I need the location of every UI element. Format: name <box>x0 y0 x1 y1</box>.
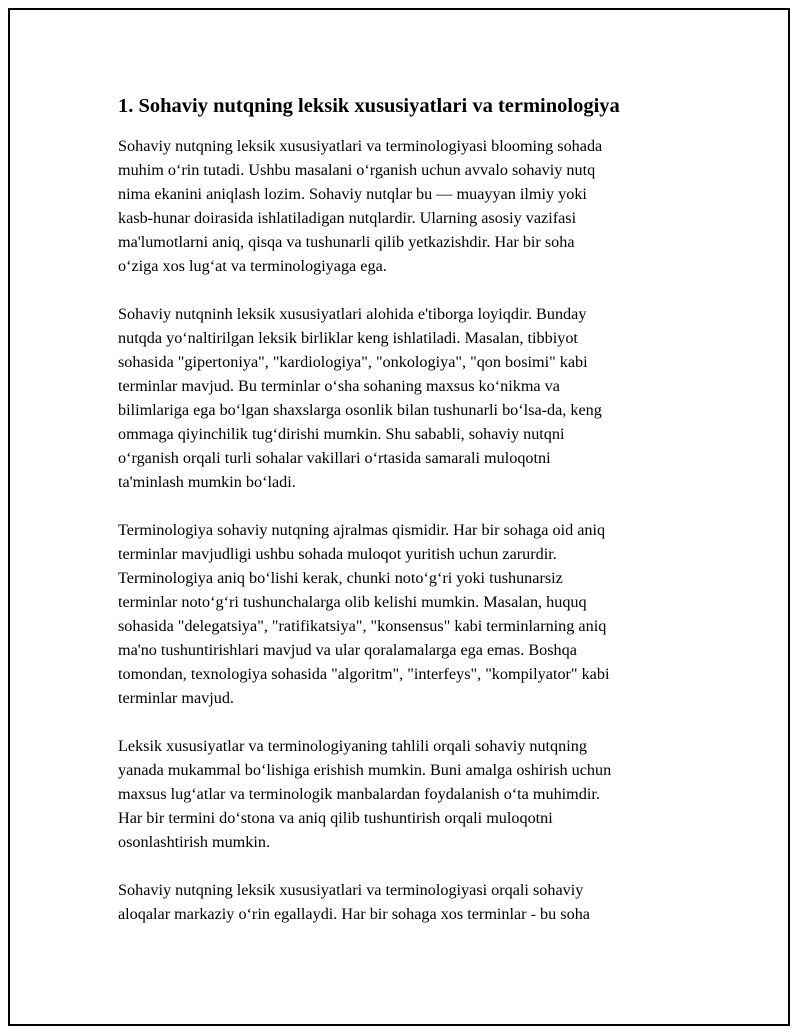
paragraph-4 <box>118 734 698 854</box>
text-line: aloqalar markaziy o‘rin egallaydi. Har bir sohaga xos terminlar - bu soha <box>118 905 590 923</box>
text-line: Terminologiya sohaviy nutqning ajralmas qismidir. Har bir sohaga oid aniq <box>118 521 606 539</box>
text-line: terminlar mavjud. <box>118 689 234 707</box>
text-line: o‘rganish orqali turli sohalar vakillari o‘rtasida samarali muloqotni <box>118 449 551 467</box>
paragraph-5 <box>118 878 698 926</box>
text-line: Leksik xususiyatlar va terminologiyaning tahlili orqali sohaviy nutqning <box>118 737 587 755</box>
text-line: yanada mukammal bo‘lishiga erishish mumkin. Buni amalga oshirish uchun <box>118 761 612 779</box>
text-line: muhim o‘rin tutadi. Ushbu masalani o‘rganish uchun avvalo sohaviy nutq <box>118 161 596 179</box>
text-line: nutqda yo‘naltirilgan leksik birliklar keng ishlatiladi. Masalan, tibbiyot <box>118 329 578 347</box>
text-line: Sohaviy nutqninh leksik xususiyatlari alohida e'tiborga loyiqdir. Bunday <box>118 305 587 323</box>
text-line: ma'lumotlarni aniq, qisqa va tushunarli qilib yetkazishdir. Har bir soha <box>118 233 575 251</box>
text-line: kasb-hunar doirasida ishlatiladigan nutqlardir. Ularning asosiy vazifasi <box>118 209 577 227</box>
text-line: maxsus lug‘atlar va terminologik manbalardan foydalanish o‘ta muhimdir. <box>118 785 600 803</box>
paragraph-2 <box>118 302 698 494</box>
text-line: Sohaviy nutqning leksik xususiyatlari va terminologiyasi blooming sohada <box>118 137 603 155</box>
document-title: 1. Sohaviy nutqning leksik xususiyatlari va terminologiya <box>118 95 620 117</box>
text-line: sohasida "delegatsiya", "ratifikatsiya", "konsensus" kabi terminlarning aniq <box>118 617 607 635</box>
text-line: osonlashtirish mumkin. <box>118 833 270 851</box>
text-line: o‘ziga xos lug‘at va terminologiyaga ega. <box>118 257 387 275</box>
text-line: Terminologiya aniq bo‘lishi kerak, chunki noto‘g‘ri yoki tushunarsiz <box>118 569 563 587</box>
text-line: terminlar noto‘g‘ri tushunchalarga olib kelishi mumkin. Masalan, huquq <box>118 593 587 611</box>
document-body <box>118 92 698 950</box>
text-line: tomondan, texnologiya sohasida "algoritm", "interfeys", "kompilyator" kabi <box>118 665 610 683</box>
text-line: Har bir termini do‘stona va aniq qilib tushuntirish orqali muloqotni <box>118 809 553 827</box>
text-line: sohasida "gipertoniya", "kardiologiya", "onkologiya", "qon bosimi" kabi <box>118 353 588 371</box>
text-line: bilimlariga ega bo‘lgan shaxslarga osonlik bilan tushunarli bo‘lsa-da, keng <box>118 401 602 419</box>
text-line: ma'no tushuntirishlari mavjud va ular qoralamalarga ega emas. Boshqa <box>118 641 577 659</box>
text-line: Sohaviy nutqning leksik xususiyatlari va terminologiyasi orqali sohaviy <box>118 881 584 899</box>
text-line: terminlar mavjudligi ushbu sohada muloqot yuritish uchun zarurdir. <box>118 545 557 563</box>
text-line: nima ekanini aniqlash lozim. Sohaviy nutqlar bu — muayyan ilmiy yoki <box>118 185 587 203</box>
text-line: terminlar mavjud. Bu terminlar o‘sha sohaning maxsus ko‘nikma va <box>118 377 560 395</box>
text-line: ommaga qiyinchilik tug‘dirishi mumkin. Shu sababli, sohaviy nutqni <box>118 425 565 443</box>
paragraph-1 <box>118 134 698 278</box>
paragraph-3 <box>118 518 698 710</box>
text-line: ta'minlash mumkin bo‘ladi. <box>118 473 296 491</box>
